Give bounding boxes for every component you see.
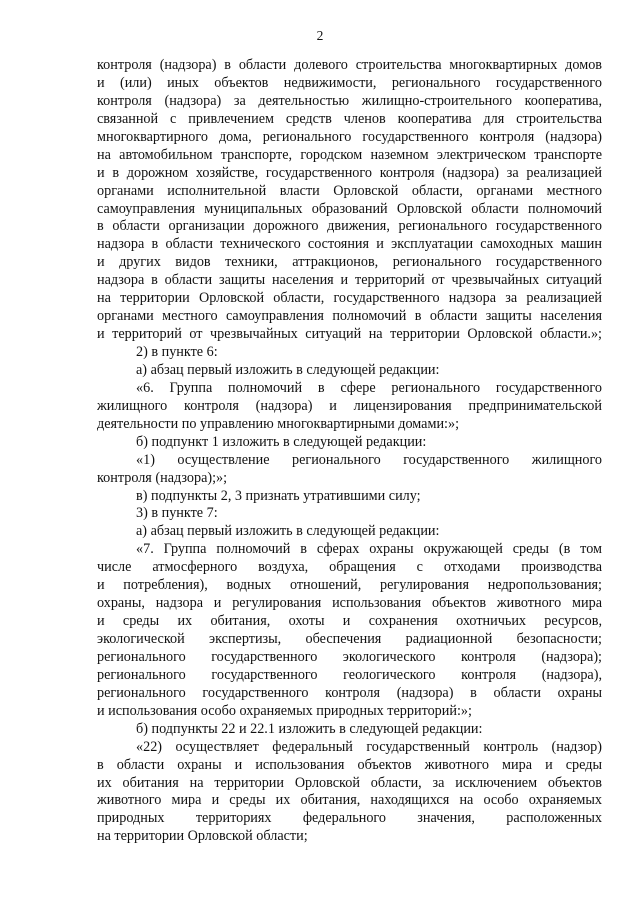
text-line: регионального государственного экологического контроля (надзора); <box>97 648 602 665</box>
text-line: б) подпункт 1 изложить в следующей редакции: <box>136 433 427 450</box>
text-line: контроля (надзора) за деятельностью жилищно-строительного кооператива, <box>97 92 602 109</box>
text-line: контроля (надзора);»; <box>97 469 228 486</box>
text-line: и в дорожном хозяйстве, государственного контроля (надзора) за реализацией <box>97 164 602 181</box>
text-line: на территории Орловской области, государственного надзора за реализацией <box>97 290 602 307</box>
text-line: и потребления), водных отношений, регулирования недропользования; <box>97 577 602 594</box>
text-line: и использования особо охраняемых природных территорий:»; <box>97 702 472 719</box>
text-line: природных территориях федерального значения, расположенных <box>97 810 602 827</box>
text-line: надзора в области защиты населения и территорий от чрезвычайных ситуаций <box>97 272 602 289</box>
text-line: органами исполнительной власти Орловской области, органами местного <box>97 182 602 199</box>
text-line: 2) в пункте 6: <box>136 344 218 360</box>
text-line: «1) осуществление регионального государственного жилищного <box>136 451 602 468</box>
text-line: в области организации дорожного движения, регионального государственного <box>97 218 602 235</box>
text-line: и других видов техники, аттракционов, регионального государственного <box>97 254 602 271</box>
text-line: экологической экспертизы, обеспечения радиационной безопасности; <box>97 631 602 647</box>
text-line: жилищного контроля (надзора) и лицензирования предпринимательской <box>97 397 602 414</box>
text-line: в) подпункты 2, 3 признать утратившими силу; <box>136 487 421 504</box>
text-line: 3) в пункте 7: <box>136 505 218 522</box>
text-line: на автомобильном транспорте, городском наземном электрическом транспорте <box>97 146 602 163</box>
text-line: «6. Группа полномочий в сфере регионального государственного <box>136 379 602 396</box>
page-number: 2 <box>316 28 324 43</box>
text-line: а) абзац первый изложить в следующей редакции: <box>136 361 440 378</box>
text-line: охраны, надзора и регулирования использования объектов животного мира <box>97 595 602 612</box>
text-line: «7. Группа полномочий в сферах охраны окружающей среды (в том <box>136 541 602 558</box>
text-line: на территории Орловской области; <box>97 828 308 845</box>
text-line: животного мира и среды их обитания, находящихся на особо охраняемых <box>97 792 602 809</box>
text-line: регионального государственного геологического контроля (надзора), <box>97 666 602 683</box>
text-line: а) абзац первый изложить в следующей редакции: <box>136 523 440 540</box>
document-body <box>97 57 602 846</box>
text-line: органами местного самоуправления полномочий в области защиты населения <box>97 308 602 325</box>
text-line: многоквартирного дома, регионального государственного контроля (надзора) <box>97 128 602 145</box>
text-line: «22) осуществляет федеральный государственный контроль (надзор) <box>136 738 602 755</box>
text-line: самоуправления муниципальных образований Орловской области полномочий <box>97 200 602 217</box>
text-line: их обитания на территории Орловской области, за исключением объектов <box>97 774 602 791</box>
text-line: связанной с привлечением средств членов кооператива для строительства <box>97 110 602 127</box>
text-line: б) подпункты 22 и 22.1 изложить в следующей редакции: <box>136 720 483 737</box>
text-line: в области охраны и использования объектов животного мира и среды <box>97 756 602 773</box>
text-line: контроля (надзора) в области долевого строительства многоквартирных домов <box>97 57 602 73</box>
text-line: и территорий от чрезвычайных ситуаций на территории Орловской области.»; <box>97 326 602 343</box>
text-line: числе атмосферного воздуха, обращения с отходами производства <box>97 559 602 576</box>
text-line: регионального государственного контроля (надзора) в области охраны <box>97 684 602 701</box>
text-line: деятельности по управлению многоквартирными домами:»; <box>97 415 460 432</box>
text-line: и среды их обитания, охоты и сохранения охотничьих ресурсов, <box>97 613 602 630</box>
text-line: надзора в области технического состояния и эксплуатации самоходных машин <box>97 236 602 253</box>
text-line: и (или) иных объектов недвижимости, регионального государственного <box>97 74 602 91</box>
